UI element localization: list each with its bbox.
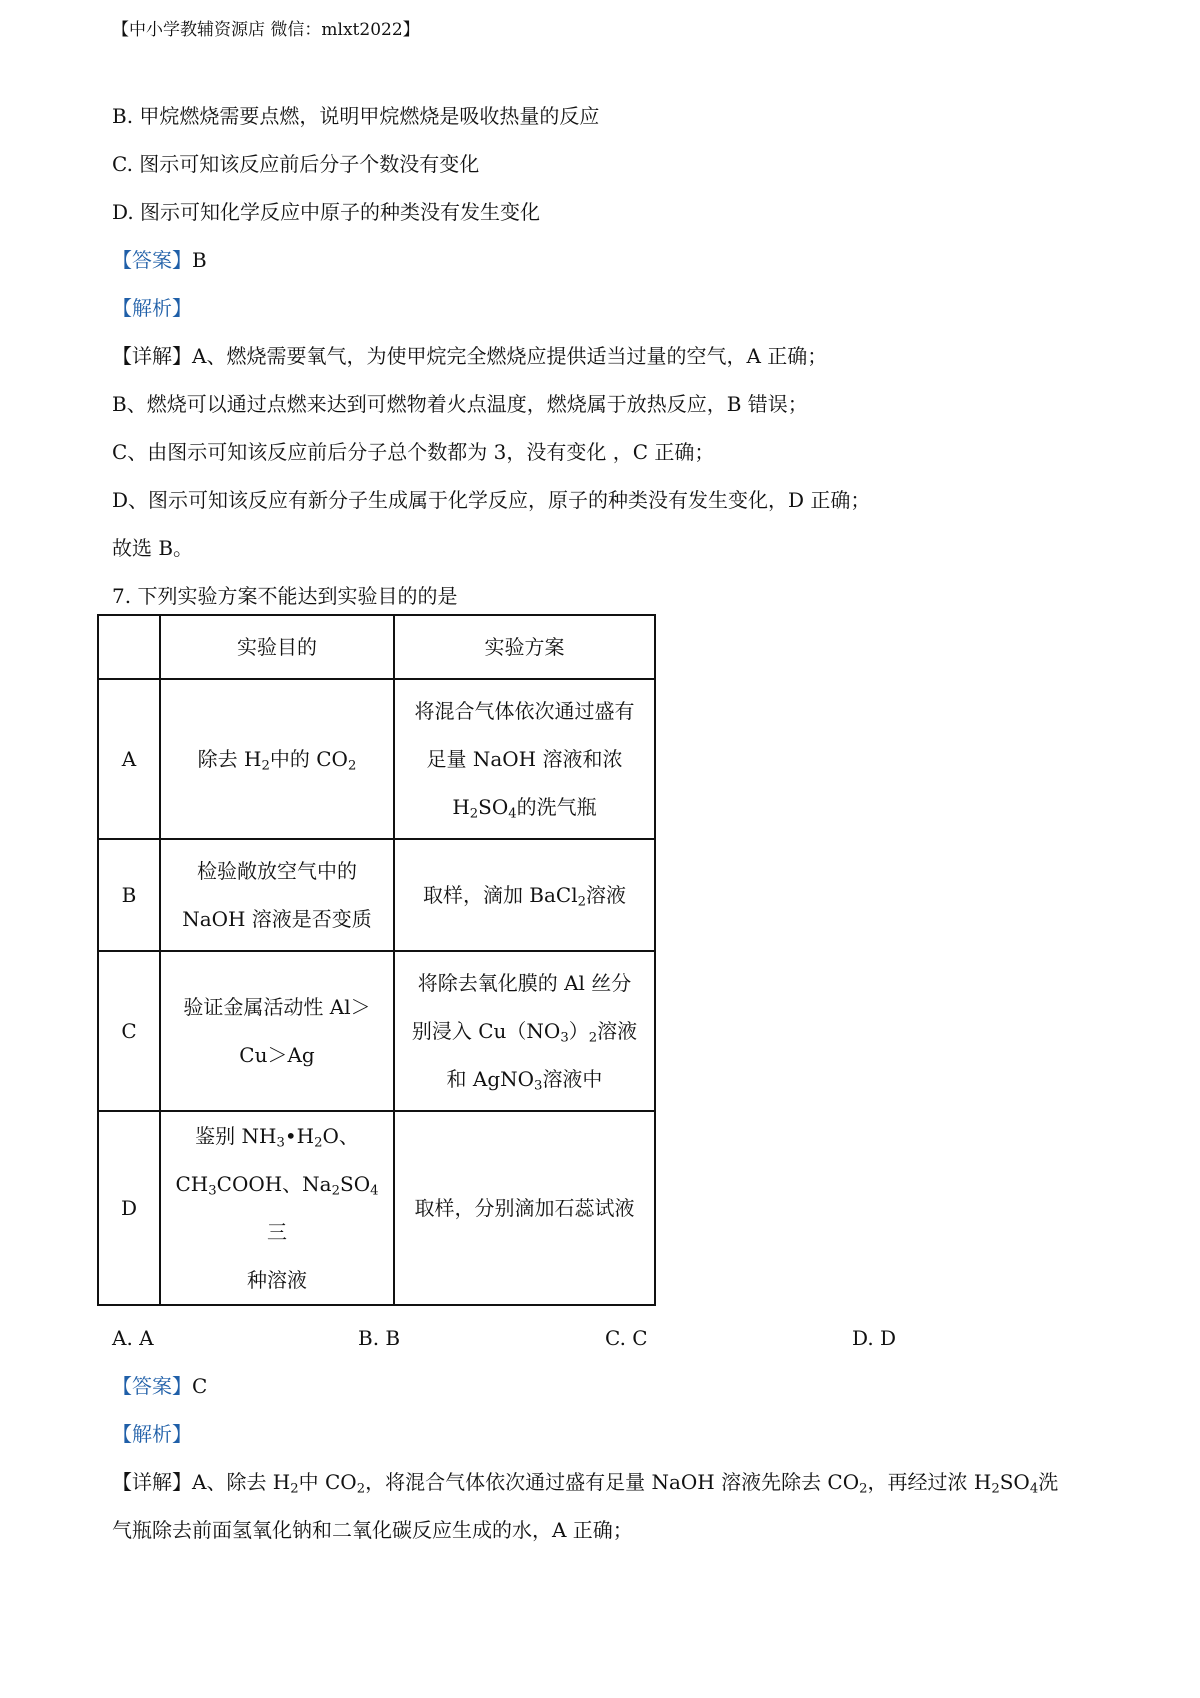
option-a: A. A: [112, 1326, 154, 1350]
header-cell-plan: 实验方案: [394, 615, 655, 679]
answer-value: C: [192, 1374, 208, 1398]
header-cell-blank: [98, 615, 160, 679]
row-label: C: [98, 951, 160, 1111]
table-row-b: [98, 839, 655, 951]
answer-line-q7: [112, 1372, 207, 1400]
table-row-c: [98, 951, 655, 1111]
row-label: D: [98, 1111, 160, 1305]
detail-line-c-prev: C、由图示可知该反应前后分子总个数都为 3，没有变化 ，C 正确；: [112, 440, 715, 464]
answer-line-prev: [112, 246, 207, 274]
question-7-stem: 7. 下列实验方案不能达到实验目的的是: [112, 584, 458, 608]
option-c-prev: C. 图示可知该反应前后分子个数没有变化: [112, 152, 480, 176]
option-c: C. C: [605, 1326, 648, 1350]
table-header-row: [98, 615, 655, 679]
analysis-tag-q7: 【解析】: [112, 1422, 192, 1446]
header-cell-goal: 实验目的: [160, 615, 394, 679]
plan-cell: 将混合气体依次通过盛有 足量 NaOH 溶液和浓 $H_2SO_4$的洗气瓶: [394, 679, 655, 839]
option-d: D. D: [852, 1326, 897, 1350]
table-row-a: [98, 679, 655, 839]
goal-cell: 除去 $H_2$中的 $CO_2$: [160, 679, 394, 839]
plan-cell: 取样，滴加 BaCl$_2$溶液: [394, 839, 655, 951]
experiment-table: [97, 614, 656, 1306]
answer-tag: 【答案】: [112, 1374, 192, 1398]
answer-options: [0, 1324, 1200, 1352]
option-d-prev: D. 图示可知化学反应中原子的种类没有发生变化: [112, 200, 541, 224]
plan-cell: 将除去氧化膜的 Al 丝分 别浸入 $Cu(NO_3)_2$溶液 和 AgNO$_3$溶液中: [394, 951, 655, 1111]
detail-tag: 【详解】: [112, 1470, 192, 1494]
goal-cell: 检验敞放空气中的 NaOH 溶液是否变质: [160, 839, 394, 951]
option-b: B. B: [358, 1326, 401, 1350]
row-label: B: [98, 839, 160, 951]
answer-value: B: [192, 248, 207, 272]
analysis-tag-prev: 【解析】: [112, 296, 192, 320]
plan-cell: 取样，分别滴加石蕊试液: [394, 1111, 655, 1305]
option-b-prev: B. 甲烷燃烧需要点燃，说明甲烷燃烧是吸收热量的反应: [112, 104, 600, 128]
detail-line-b-prev: B、燃烧可以通过点燃来达到可燃物着火点温度，燃烧属于放热反应，B 错误；: [112, 392, 808, 416]
conclusion-prev: 故选 B。: [112, 536, 194, 560]
goal-cell: 验证金属活动性 Al＞ Cu＞Ag: [160, 951, 394, 1111]
table-row-d: [98, 1111, 655, 1305]
detail-line-a-prev: [112, 342, 827, 370]
detail-line-d-prev: D、图示可知该反应有新分子生成属于化学反应，原子的种类没有发生变化，D 正确；: [112, 488, 871, 512]
answer-tag: 【答案】: [112, 248, 192, 272]
detail-text: A、燃烧需要氧气，为使甲烷完全燃烧应提供适当过量的空气，A 正确；: [192, 344, 828, 368]
row-label: A: [98, 679, 160, 839]
goal-cell: 鉴别 $NH_3•H_2O$、 $CH_3COOH$、$Na_2SO_4$三 种溶液: [160, 1111, 394, 1305]
detail-line-q7: 【详解】A、除去 $H_2$中 $CO_2$，将混合气体依次通过盛有足量 NaOH 溶液先除去 $CO_2$，再经过浓 $H_2SO_4$洗: [112, 1470, 1059, 1497]
page-header: 【中小学教辅资源店 微信：mlxt2022】: [112, 20, 420, 40]
detail-tag: 【详解】: [112, 344, 192, 368]
detail-line-q7-cont: 气瓶除去前面氢氧化钠和二氧化碳反应生成的水，A 正确；: [112, 1518, 633, 1542]
